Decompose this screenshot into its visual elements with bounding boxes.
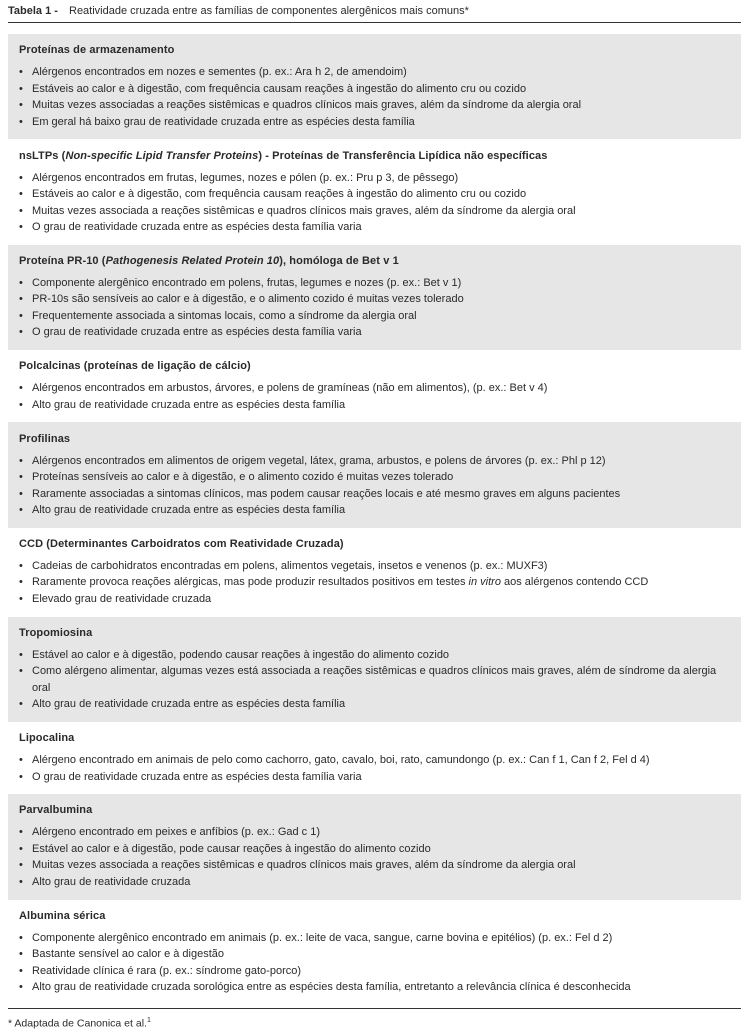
item-text: Elevado grau de reatividade cruzada xyxy=(32,592,212,605)
bullet-icon: • xyxy=(19,115,23,128)
item-text-italic: in vitro xyxy=(468,576,501,589)
list-item xyxy=(19,502,731,519)
section-title-text: Proteínas de armazenamento xyxy=(19,44,175,57)
section-title xyxy=(19,254,731,269)
bullet-icon: • xyxy=(19,698,23,711)
section-title-text: ) - Proteínas de Transferência Lipídica não específicas xyxy=(258,149,548,162)
list-item xyxy=(19,663,731,696)
list-item xyxy=(19,203,731,220)
list-item xyxy=(19,930,731,947)
bullet-icon: • xyxy=(19,398,23,411)
item-text: PR-10s são sensíveis ao calor e à digestão, e o alimento cozido é muitas vezes tolerado xyxy=(32,293,464,306)
table-section xyxy=(8,722,741,794)
list-item xyxy=(19,946,731,963)
item-text: Alto grau de reatividade cruzada entre as espécies desta família xyxy=(32,398,346,411)
table-caption-text: Reatividade cruzada entre as famílias de componentes alergênicos mais comuns* xyxy=(69,5,469,17)
bullet-icon: • xyxy=(19,204,23,217)
list-item xyxy=(19,979,731,996)
item-text: Alto grau de reatividade cruzada entre as espécies desta família xyxy=(32,504,346,517)
bullet-icon: • xyxy=(19,99,23,112)
section-title xyxy=(19,432,731,447)
allergen-family-table xyxy=(8,34,741,1005)
section-title-text: Profilinas xyxy=(19,432,71,445)
item-text: O grau de reatividade cruzada entre as espécies desta família varia xyxy=(32,770,362,783)
item-text: Muitas vezes associada a reações sistêmicas e quadros clínicos mais graves, além da síndrome da alergia oral xyxy=(32,204,576,217)
section-item-list xyxy=(19,647,731,713)
top-rule xyxy=(8,22,741,23)
list-item xyxy=(19,963,731,980)
section-item-list xyxy=(19,930,731,996)
bullet-icon: • xyxy=(19,648,23,661)
bullet-icon: • xyxy=(19,171,23,184)
list-item xyxy=(19,841,731,858)
list-item xyxy=(19,453,731,470)
list-item xyxy=(19,591,731,608)
list-item xyxy=(19,291,731,308)
table-section xyxy=(8,245,741,350)
list-item xyxy=(19,170,731,187)
section-item-list xyxy=(19,170,731,236)
list-item xyxy=(19,81,731,98)
item-text: Componente alergênico encontrado em polens, frutas, legumes e nozes (p. ex.: Bet v 1) xyxy=(32,276,462,289)
item-text: Como alérgeno alimentar, algumas vezes está associada a reações sistêmicas e quadros clínicos mais graves, além de síndrome da alergia oral xyxy=(32,665,717,694)
bullet-icon: • xyxy=(19,66,23,79)
section-item-list xyxy=(19,558,731,608)
section-title xyxy=(19,149,731,164)
bullet-icon: • xyxy=(19,576,23,589)
list-item xyxy=(19,769,731,786)
section-title-text: ), homóloga de Bet v 1 xyxy=(279,254,399,267)
section-item-list xyxy=(19,64,731,130)
table-section xyxy=(8,794,741,899)
item-text: Componente alergênico encontrado em animais (p. ex.: leite de vaca, sangue, carne bovina e epitélios) (p. ex.: Fel d 2) xyxy=(32,931,613,944)
section-title-text: Parvalbumina xyxy=(19,804,93,817)
bullet-icon: • xyxy=(19,504,23,517)
bullet-icon: • xyxy=(19,981,23,994)
bullet-icon: • xyxy=(19,326,23,339)
item-text: Muitas vezes associadas a reações sistêmicas e quadros clínicos mais graves, além da síndrome da alergia oral xyxy=(32,99,582,112)
item-text: Alto grau de reatividade cruzada xyxy=(32,875,191,888)
section-title-text: Albumina sérica xyxy=(19,909,106,922)
item-text: Muitas vezes associada a reações sistêmicas e quadros clínicos mais graves, além da síndrome da alergia oral xyxy=(32,859,576,872)
bullet-icon: • xyxy=(19,842,23,855)
section-title-italic: Pathogenesis Related Protein 10 xyxy=(105,254,280,267)
footnote xyxy=(8,1014,151,1031)
list-item xyxy=(19,380,731,397)
item-text: Em geral há baixo grau de reatividade cruzada entre as espécies desta família xyxy=(32,115,415,128)
bullet-icon: • xyxy=(19,82,23,95)
list-item xyxy=(19,857,731,874)
list-item xyxy=(19,696,731,713)
item-text: Reatividade clínica é rara (p. ex.: síndrome gato-porco) xyxy=(32,964,302,977)
list-item xyxy=(19,64,731,81)
item-text: Alérgenos encontrados em arbustos, árvores, e polens de gramíneas (não em alimentos), (p. ex.: Bet v 4) xyxy=(32,382,548,395)
bullet-icon: • xyxy=(19,221,23,234)
bullet-icon: • xyxy=(19,487,23,500)
section-item-list xyxy=(19,453,731,519)
bullet-icon: • xyxy=(19,592,23,605)
bullet-icon: • xyxy=(19,471,23,484)
section-title-italic: Non-specific Lipid Transfer Proteins xyxy=(65,149,259,162)
footnote-text: * Adaptada de Canonica et al. xyxy=(8,1017,147,1030)
section-title xyxy=(19,731,731,746)
section-title xyxy=(19,909,731,924)
section-title xyxy=(19,803,731,818)
section-title-text: Tropomiosina xyxy=(19,626,93,639)
item-text: Alto grau de reatividade cruzada entre as espécies desta família xyxy=(32,698,346,711)
list-item xyxy=(19,824,731,841)
section-title xyxy=(19,43,731,58)
item-text: Proteínas sensíveis ao calor e à digestão, e o alimento cozido é muitas vezes tolerado xyxy=(32,471,454,484)
bullet-icon: • xyxy=(19,665,23,678)
list-item xyxy=(19,647,731,664)
table-section xyxy=(8,422,741,527)
item-text: Bastante sensível ao calor e à digestão xyxy=(32,948,225,961)
list-item xyxy=(19,874,731,891)
item-text: Estáveis ao calor e à digestão, com frequência causam reações à ingestão do alimento cru ou cozido xyxy=(32,188,527,201)
bottom-rule xyxy=(8,1008,741,1009)
item-text: Alto grau de reatividade cruzada sorológica entre as espécies desta família, entretanto a relevância clínica é desconhecida xyxy=(32,981,631,994)
list-item xyxy=(19,186,731,203)
item-text: Raramente associadas a sintomas clínicos, mas podem causar reações locais e até mesmo graves em alguns pacientes xyxy=(32,487,621,500)
item-text: Estáveis ao calor e à digestão, com frequência causam reações à ingestão do alimento cru ou cozido xyxy=(32,82,527,95)
item-text: Frequentemente associada a sintomas locais, como a síndrome da alergia oral xyxy=(32,309,417,322)
section-title xyxy=(19,359,731,374)
bullet-icon: • xyxy=(19,770,23,783)
item-text: O grau de reatividade cruzada entre as espécies desta família varia xyxy=(32,326,362,339)
table-section xyxy=(8,350,741,422)
bullet-icon: • xyxy=(19,859,23,872)
section-item-list xyxy=(19,824,731,890)
item-text: aos alérgenos contendo CCD xyxy=(500,576,649,589)
section-title-text: Proteína PR-10 ( xyxy=(19,254,106,267)
list-item xyxy=(19,486,731,503)
table-section xyxy=(8,900,741,1005)
item-text: Raramente provoca reações alérgicas, mas pode produzir resultados positivos em testes xyxy=(32,576,469,589)
item-text: Alérgenos encontrados em alimentos de origem vegetal, látex, grama, arbustos, e polens de árvores (p. ex.: Phl p 12) xyxy=(32,454,606,467)
list-item xyxy=(19,97,731,114)
item-text: Estável ao calor e à digestão, pode causar reações à ingestão do alimento cozido xyxy=(32,842,431,855)
footnote-reference: 1 xyxy=(146,1017,151,1024)
item-text: Alérgenos encontrados em nozes e sementes (p. ex.: Ara h 2, de amendoim) xyxy=(32,66,407,79)
list-item xyxy=(19,558,731,575)
section-title xyxy=(19,537,731,552)
table-section xyxy=(8,34,741,139)
item-text: Alérgenos encontrados em frutas, legumes, nozes e pólen (p. ex.: Pru p 3, de pêssego) xyxy=(32,171,459,184)
list-item xyxy=(19,275,731,292)
section-title xyxy=(19,626,731,641)
item-text: Cadeias de carbohidratos encontradas em polens, alimentos vegetais, insetos e venenos (p. ex.: MUXF3) xyxy=(32,559,548,572)
item-text: Estável ao calor e à digestão, podendo causar reações à ingestão do alimento cozido xyxy=(32,648,450,661)
section-title-text: CCD (Determinantes Carboidratos com Reatividade Cruzada) xyxy=(19,537,344,550)
section-title-text: Polcalcinas (proteínas de ligação de cálcio) xyxy=(19,360,251,373)
item-text: Alérgeno encontrado em animais de pelo como cachorro, gato, cavalo, boi, rato, camundongo (p. ex.: Can f 1, Can f 2, Fel d 4) xyxy=(32,754,650,767)
list-item xyxy=(19,114,731,131)
bullet-icon: • xyxy=(19,931,23,944)
list-item xyxy=(19,469,731,486)
list-item xyxy=(19,752,731,769)
list-item xyxy=(19,219,731,236)
bullet-icon: • xyxy=(19,559,23,572)
table-section xyxy=(8,528,741,617)
table-caption xyxy=(8,4,741,18)
list-item xyxy=(19,308,731,325)
item-text: O grau de reatividade cruzada entre as espécies desta família varia xyxy=(32,221,362,234)
section-item-list xyxy=(19,752,731,785)
table-label: Tabela 1 - xyxy=(8,5,58,17)
section-item-list xyxy=(19,380,731,413)
list-item xyxy=(19,324,731,341)
section-title-text: Lipocalina xyxy=(19,732,75,745)
bullet-icon: • xyxy=(19,964,23,977)
section-item-list xyxy=(19,275,731,341)
table-section xyxy=(8,139,741,244)
bullet-icon: • xyxy=(19,309,23,322)
bullet-icon: • xyxy=(19,293,23,306)
bullet-icon: • xyxy=(19,754,23,767)
list-item xyxy=(19,397,731,414)
bullet-icon: • xyxy=(19,454,23,467)
table-section xyxy=(8,617,741,722)
bullet-icon: • xyxy=(19,875,23,888)
list-item xyxy=(19,574,731,591)
bullet-icon: • xyxy=(19,826,23,839)
bullet-icon: • xyxy=(19,188,23,201)
item-text: Alérgeno encontrado em peixes e anfíbios (p. ex.: Gad c 1) xyxy=(32,826,320,839)
bullet-icon: • xyxy=(19,948,23,961)
section-title-text: nsLTPs ( xyxy=(19,149,66,162)
bullet-icon: • xyxy=(19,276,23,289)
bullet-icon: • xyxy=(19,382,23,395)
